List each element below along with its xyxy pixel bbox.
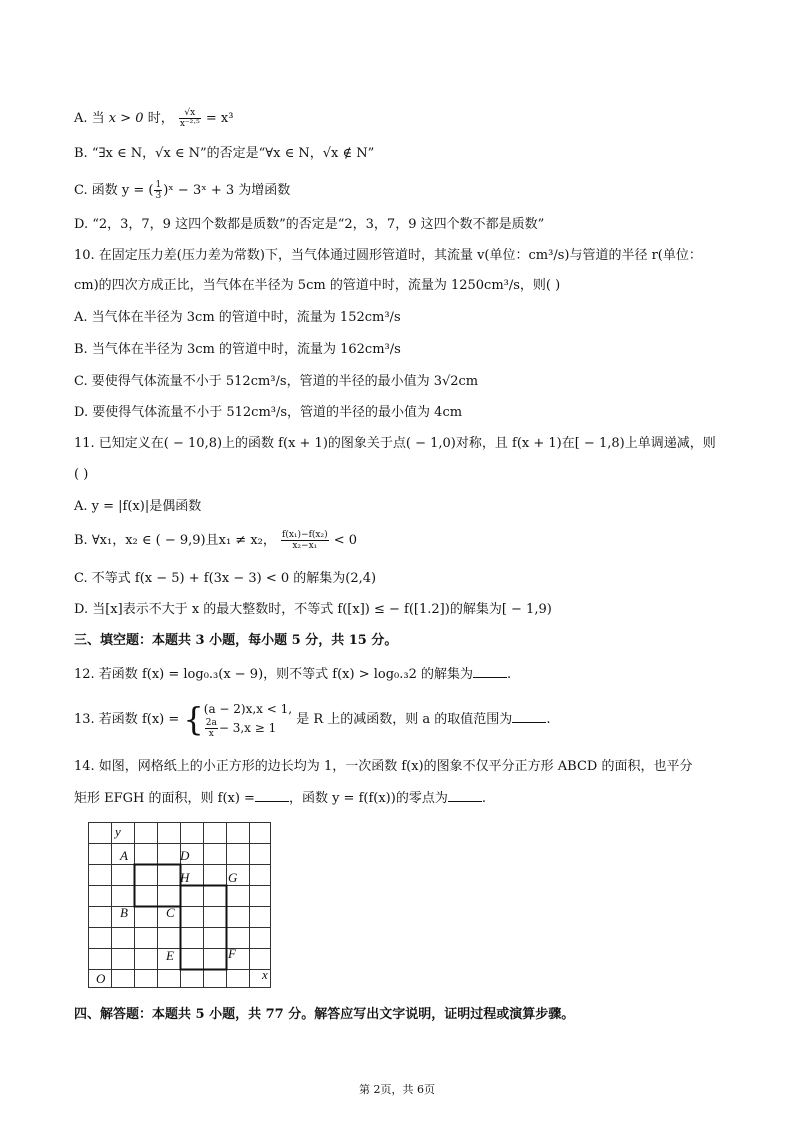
q13-case-2-denominator: x xyxy=(208,728,214,739)
q14-answer-blank-1[interactable] xyxy=(255,789,289,802)
q13 xyxy=(74,700,550,740)
page-footer: 第 2页，共 6页 xyxy=(359,1083,435,1096)
q9-option-b: B. “∃x ∈ N，√x ∈ N”的否定是“∀x ∈ N，√x ∉ N” xyxy=(74,146,375,161)
q13-brace: { xyxy=(183,700,204,739)
point-label-b: B xyxy=(120,905,128,920)
q9-a-denominator: x⁻²·⁵ xyxy=(179,119,200,129)
q9-a-label: A. 当 xyxy=(74,111,105,126)
q13-case-2 xyxy=(204,718,292,739)
q10-option-b: B. 当气体在半径为 3cm 的管道中时，流量为 162cm³/s xyxy=(74,342,401,357)
q13-case-2-fraction xyxy=(205,718,218,739)
q12-end: . xyxy=(507,667,512,682)
q10-option-c: C. 要使得气体流量不小于 512cm³/s，管道的半径的最小值为 3√2cm xyxy=(74,374,479,389)
q12 xyxy=(74,665,511,684)
q11-b-denominator: x₂−x₁ xyxy=(292,541,318,551)
q10-option-a: A. 当气体在半径为 3cm 的管道中时，流量为 152cm³/s xyxy=(74,310,401,325)
grid-figure xyxy=(88,820,274,990)
q9-a-rhs: = x³ xyxy=(205,111,234,126)
q9-a-text: 时， xyxy=(147,111,174,126)
point-label-e: E xyxy=(166,948,174,963)
q11-option-d: D. 当[x]表示不大于 x 的最大整数时，不等式 f([x]) ≤ − f([1.2])的解集为[ − 1,9) xyxy=(74,602,552,617)
q11-option-c: C. 不等式 f(x − 5) + f(3x − 3) < 0 的解集为(2,4) xyxy=(74,571,377,586)
q9-c-denominator: 3 xyxy=(155,191,162,201)
q9-c-pre: C. 函数 y = ( xyxy=(74,183,154,198)
q13-cases xyxy=(204,701,292,739)
q11-stem-line1: 11. 已知定义在( − 10,8)上的函数 f(x + 1)的图象关于点( − 1,0)对称，且 f(x + 1)在[ − 1,8)上单调递减，则 xyxy=(74,436,716,451)
q13-answer-blank[interactable] xyxy=(512,710,546,723)
q14-stem-line1: 14. 如图，网格纸上的小正方形的边长均为 1，一次函数 f(x)的图象不仅平分正方形 ABCD 的面积，也平分 xyxy=(74,759,693,774)
q13-mid: 是 R 上的减函数，则 a 的取值范围为 xyxy=(296,712,513,727)
q13-text: 13. 若函数 f(x) = xyxy=(74,712,180,727)
point-label-g: G xyxy=(228,870,238,885)
point-label-h: H xyxy=(180,870,190,885)
q12-text: 12. 若函数 f(x) = log₀.₃(x − 9)，则不等式 f(x) > log₀.₃2 的解集为 xyxy=(74,667,473,682)
q9-option-c xyxy=(74,180,290,201)
q14-text-1: 矩形 EFGH 的面积，则 f(x) = xyxy=(74,791,255,806)
q9-a-numerator: √x xyxy=(179,108,201,119)
q13-case-2-numerator: 2a xyxy=(205,717,217,728)
q9-a-fraction xyxy=(179,108,201,129)
point-label-c: C xyxy=(166,905,175,920)
q11-option-a: A. y = |f(x)|是偶函数 xyxy=(74,499,202,514)
q11-b-post: < 0 xyxy=(333,533,358,548)
q13-case-2-post: − 3,x ≥ 1 xyxy=(218,720,277,735)
q9-c-fraction xyxy=(154,180,162,201)
section-4-heading: 四、解答题：本题共 5 小题，共 77 分。解答应写出文字说明，证明过程或演算步骤。 xyxy=(74,1007,575,1022)
q9-a-condition: x > 0 xyxy=(108,111,144,126)
q9-option-a xyxy=(74,108,233,129)
q11-b-pre: B. ∀x₁，x₂ ∈ ( − 9,9)且x₁ ≠ x₂， xyxy=(74,533,276,548)
q14-end: . xyxy=(481,791,486,806)
q9-c-post: )ˣ − 3ˣ + 3 为增函数 xyxy=(163,183,291,198)
point-label-a: A xyxy=(120,848,128,863)
q11-b-fraction xyxy=(281,530,329,551)
q13-case-1: (a − 2)x,x < 1, xyxy=(203,701,293,716)
section-3-heading: 三、填空题：本题共 3 小题，每小题 5 分，共 15 分。 xyxy=(74,633,398,648)
q10-stem-line1: 10. 在固定压力差(压力差为常数)下，当气体通过圆形管道时，其流量 v(单位：cm³/s)与管道的半径 r(单位： xyxy=(74,248,702,263)
q12-answer-blank[interactable] xyxy=(473,665,507,678)
q11-option-b xyxy=(74,530,357,551)
point-label-d: D xyxy=(180,848,190,863)
origin-label-o: O xyxy=(96,971,106,986)
point-label-f: F xyxy=(228,946,236,961)
q11-stem-line2: ( ) xyxy=(74,467,89,482)
q14-stem-line2 xyxy=(74,789,486,808)
axis-label-x: x xyxy=(262,967,268,982)
q9-option-d: D. “2，3，7，9 这四个数都是质数”的否定是“2，3，7，9 这四个数不都是质数” xyxy=(74,217,545,232)
q10-stem-line2: cm)的四次方成正比，当气体在半径为 5cm 的管道中时，流量为 1250cm³/s，则( ) xyxy=(74,278,561,293)
q9-c-numerator: 1 xyxy=(155,180,162,190)
axis-label-y: y xyxy=(115,824,121,839)
q13-end: . xyxy=(546,712,551,727)
q11-b-numerator: f(x₁)−f(x₂) xyxy=(282,530,328,540)
q14-text-2: ，函数 y = f(f(x))的零点为 xyxy=(288,791,448,806)
q10-option-d: D. 要使得气体流量不小于 512cm³/s，管道的半径的最小值为 4cm xyxy=(74,405,463,420)
q14-answer-blank-2[interactable] xyxy=(448,789,482,802)
